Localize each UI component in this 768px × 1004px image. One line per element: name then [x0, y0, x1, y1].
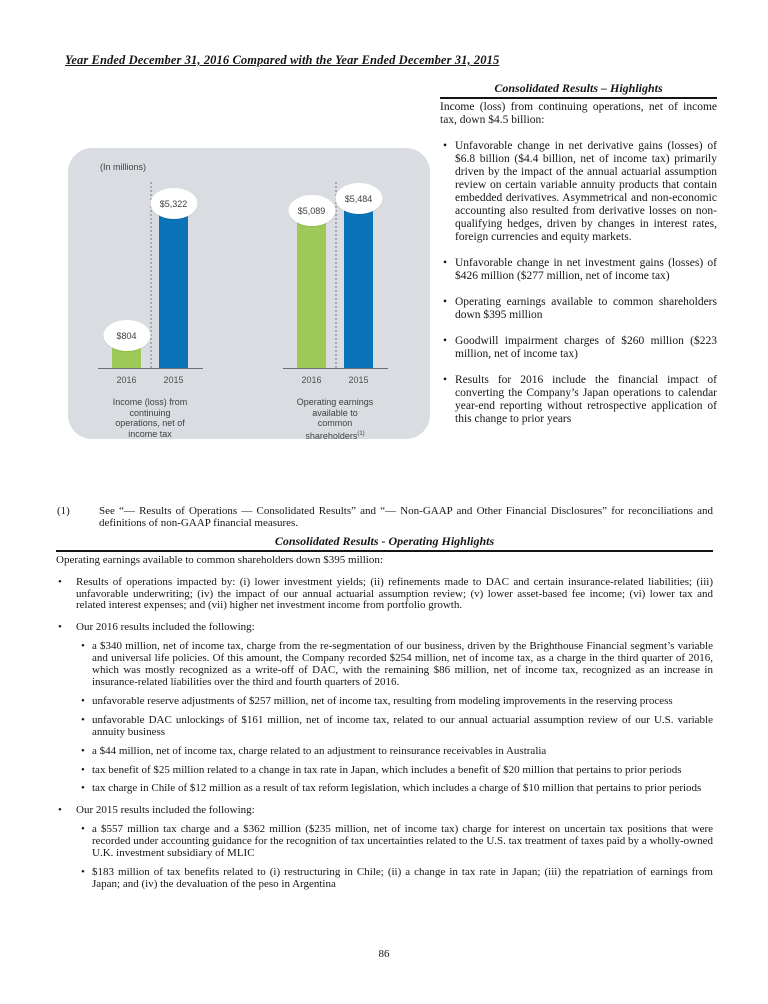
bullet-icon: • [58, 575, 62, 588]
operating-highlights-section [56, 506, 713, 891]
operating-highlights-heading: Consolidated Results - Operating Highlights [56, 536, 713, 552]
bullet-text: unfavorable reserve adjustments of $257 million, net of income tax, resulting from modeling improvements in the reserving process [92, 694, 673, 707]
bar-value-label: $5,484 [344, 193, 373, 204]
chart-caption-line: Operating earnings [296, 397, 374, 407]
operating-sub-bullet [56, 765, 713, 777]
operating-bullet [56, 622, 713, 634]
bullet-icon: • [443, 374, 448, 386]
highlights-bullet [440, 296, 717, 322]
bullet-icon: • [81, 865, 85, 878]
bullet-text: Goodwill impairment charges of $260 million ($223 million, net of income tax) [455, 335, 717, 360]
bar-2015-operating-earnings [344, 193, 373, 368]
bullet-text: Unfavorable change in net derivative gains (losses) of $6.8 billion ($4.4 billion, net of income tax) primarily driven by the impact of the annual actuarial assumption review on certain variable annuity products that contain embedded derivatives. Asymmetrical and non-economic accounting also resulted from derivative losses on non-qualifying hedges, driven by changes in interest rates, foreign currencies and equity markets. [455, 140, 717, 243]
bullet-icon: • [443, 257, 448, 269]
operating-sub-bullet [56, 715, 713, 739]
chart-group-caption [70, 397, 230, 439]
bullet-icon: • [443, 140, 448, 152]
bullet-text: unfavorable DAC unlockings of $161 million, net of income tax, related to our annual actuarial assumption review of our U.S. variable annuity business [92, 713, 713, 738]
bullet-icon: • [443, 296, 448, 308]
operating-sub-bullet [56, 867, 713, 891]
page-title: Year Ended December 31, 2016 Compared with the Year Ended December 31, 2015 [65, 53, 500, 67]
highlights-bullet [440, 335, 717, 361]
chart-group-caption [255, 397, 415, 441]
bar-chart-panel [68, 148, 430, 439]
x-tick-2015: 2015 [163, 375, 184, 385]
operating-sub-bullet [56, 746, 713, 758]
chart-caption-line: Income (loss) from [112, 397, 188, 407]
highlights-heading: Consolidated Results – Highlights [440, 82, 717, 99]
chart-caption-line: available to [312, 407, 358, 418]
x-axis-line [283, 368, 388, 369]
value-label-oval [288, 195, 335, 226]
bullet-icon: • [81, 823, 85, 836]
bar-value-label: $804 [116, 330, 137, 341]
chart-caption-line: continuing [129, 407, 171, 418]
bar-2016-operating-earnings [297, 205, 326, 368]
operating-sub-bullet [56, 783, 713, 795]
dotted-divider-line [335, 182, 337, 368]
operating-bullet [56, 577, 713, 613]
bullet-icon: • [58, 804, 62, 817]
chart-group-operating-earnings [283, 148, 388, 439]
bullet-text: Operating earnings available to common shareholders down $395 million [455, 296, 717, 321]
bullet-icon: • [81, 694, 85, 707]
bullet-icon: • [81, 763, 85, 776]
operating-bullet-list [56, 577, 713, 891]
consolidated-highlights-column [440, 82, 717, 426]
bar-2016-income [112, 330, 141, 368]
x-axis-line [98, 368, 203, 369]
footnote [56, 506, 713, 530]
chart-caption-line: income tax [128, 428, 172, 439]
highlights-bullet [440, 140, 717, 244]
x-tick-2016: 2016 [116, 375, 137, 385]
bar-value-label: $5,322 [159, 198, 188, 209]
chart-units-label: (In millions) [100, 162, 147, 172]
highlights-intro: Income (loss) from continuing operations, net of income tax, down $4.5 billion: [440, 101, 717, 126]
x-tick-2016: 2016 [301, 375, 322, 385]
bullet-text: $183 million of tax benefits related to (i) restructuring in Chile; (ii) a change in tax rate in Japan; (iii) the repatriation of earnings from Japan; and (iv) the devaluation of the peso in Argentina [92, 865, 713, 890]
value-label-oval [150, 188, 197, 219]
bar-value-label: $5,089 [297, 205, 326, 216]
operating-bullet [56, 805, 713, 817]
x-tick-2015: 2015 [348, 375, 369, 385]
bullet-text: tax charge in Chile of $12 million as a result of tax reform legislation, which includes a charge of $10 million that pertains to prior periods [92, 782, 702, 795]
bullet-text: Our 2015 results included the following: [76, 804, 255, 817]
footnote-text: See “— Results of Operations — Consolidated Results” and “— Non-GAAP and Other Financial Disclosures” for reconciliations and definitions of non-GAAP financial measures. [99, 505, 713, 529]
bullet-icon: • [81, 782, 85, 795]
bullet-icon: • [443, 335, 448, 347]
bullet-text: a $44 million, net of income tax, charge related to an adjustment to reinsurance receivables in Australia [92, 744, 547, 757]
bullet-text: a $557 million tax charge and a $362 million ($235 million, net of income tax) charge for interest on uncertain tax positions that were recorded under accounting guidance for the recognition of tax uncertainties related to the U.S. tax treatment of taxes paid by a wholly-owned U.K. investment subsidiary of MLIC [92, 823, 713, 860]
bullet-text: tax benefit of $25 million related to a change in tax rate in Japan, which includes a benefit of $20 million that pertains to prior periods [92, 763, 682, 776]
highlights-bullet [440, 374, 717, 426]
bullet-text: Results for 2016 include the financial impact of converting the Company’s Japan operations to calendar year-end reporting without retrospective application of this change to prior years [455, 374, 717, 425]
value-label-oval [335, 183, 382, 214]
operating-highlights-intro: Operating earnings available to common shareholders down $395 million: [56, 553, 383, 566]
highlights-bullet [440, 257, 717, 283]
bar-2015-income [159, 198, 188, 368]
operating-sub-bullet [56, 824, 713, 860]
chart-group-income-from-continuing-operations [98, 148, 203, 439]
footnote-superscript: (1) [357, 430, 365, 437]
chart-caption-line: shareholders$^{(1)}$ [305, 430, 365, 441]
highlights-bullet-list [440, 140, 717, 426]
bullet-icon: • [58, 621, 62, 634]
chart-caption-line: operations, net of [115, 418, 185, 428]
bullet-text: Our 2016 results included the following: [76, 621, 255, 634]
operating-sub-bullet [56, 641, 713, 689]
bullet-text: a $340 million, net of income tax, charge from the re-segmentation of our business, driven by the Brighthouse Financial segment’s variable and universal life policies. Of this amount, the Company recorded $254 million, net of income tax, as a charge in the third quarter of 2016, which was mostly recognized as a write-off of DAC, with the remaining $86 million, net of income tax, recognized as an increase in insurance-related liabilities over the third and fourth quarters of 2016. [92, 640, 713, 688]
chart-caption-line: common [317, 418, 353, 428]
value-label-oval [103, 320, 150, 351]
page-number: 86 [378, 948, 390, 960]
bullet-icon: • [81, 640, 85, 653]
bullet-icon: • [81, 713, 85, 726]
bullet-text: Results of operations impacted by: (i) lower investment yields; (ii) refinements made to DAC and certain insurance-related liabilities; (iii) unfavorable underwriting; (iv) the impact of our annual actuarial assumption review; (v) lower asset-based fee income; (vi) lower tax and related interest expenses; and (vii) higher net investment income from portfolio growth. [76, 575, 713, 612]
bullet-icon: • [81, 744, 85, 757]
footnote-marker: (1) [57, 505, 70, 517]
operating-sub-bullet [56, 696, 713, 708]
bullet-text: Unfavorable change in net investment gains (losses) of $426 million ($277 million, net of income tax) [455, 257, 717, 282]
